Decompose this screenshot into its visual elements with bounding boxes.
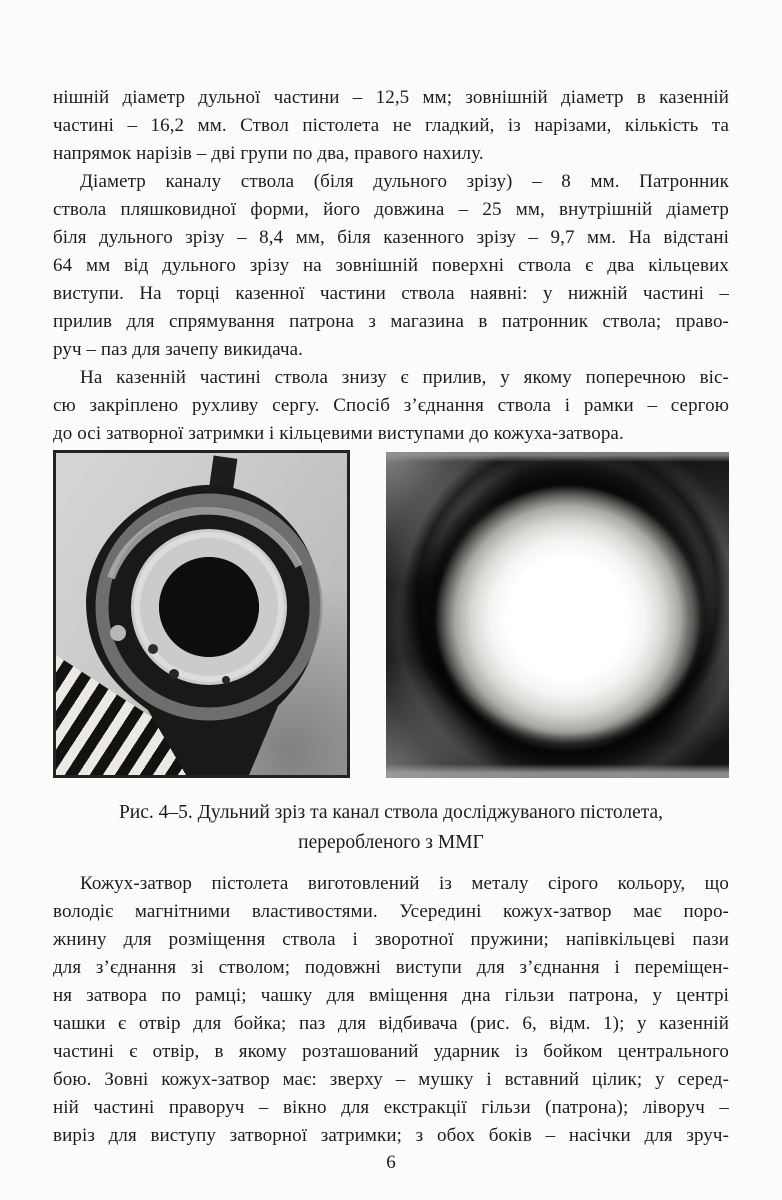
figure-caption — [53, 798, 729, 858]
paragraph — [53, 168, 729, 364]
text-line: жнину для розміщення ствола і зворотної пружини; напівкільцеві пази — [53, 929, 729, 950]
text-line: 64 мм від дульного зрізу на зовнішній поверхні ствола є два кільцевих — [53, 255, 729, 276]
text-line: до осі затворної затримки і кільцевими виступами до кожуха-затвора. — [53, 423, 624, 444]
figure-caption-line-2: переробленого з ММГ — [298, 832, 484, 853]
text-line: для з’єднання зі стволом; подовжні виступи для з’єднання і переміщен- — [53, 957, 729, 978]
text-line: ня затвора по рамці; чашку для вміщення дна гільзи патрона, у центрі — [53, 985, 729, 1006]
text-line: чашки є отвір для бойка; паз для відбивача (рис. 6, відм. 1); у казенній — [53, 1013, 729, 1034]
edge-notch — [110, 625, 126, 641]
text-line: Кожух-затвор пістолета виготовлений із металу сірого кольору, що — [80, 873, 729, 894]
wear-speck — [169, 669, 179, 679]
paragraph — [53, 364, 729, 448]
text-line: нішній діаметр дульної частини – 12,5 мм; зовнішній діаметр в казенній — [53, 87, 729, 108]
text-line: частині – 16,2 мм. Ствол пістолета не гладкий, із нарізами, кількість та — [53, 115, 729, 136]
text-line: прилив для спрямування патрона з магазина в патронник ствола; право- — [53, 311, 729, 332]
muzzle-face-photo — [53, 450, 350, 778]
text-line: бою. Зовні кожух-затвор має: зверху – мушку і вставний цілик; у серед- — [53, 1069, 729, 1090]
text-line: біля дульного зрізу – 8,4 мм, біля казенного зрізу – 9,7 мм. На відстані — [53, 227, 729, 248]
body-text-below-figure — [53, 870, 729, 1150]
wear-speck — [222, 676, 230, 684]
text-line: частині є отвір, в якому розташований ударник із бойком центрального — [53, 1041, 729, 1062]
text-line: виріз для виступу затворної затримки; з обох боків – насічки для зруч- — [53, 1125, 729, 1146]
wear-speck — [148, 644, 158, 654]
body-text-above-figure — [53, 84, 729, 448]
text-line: Діаметр каналу ствола (біля дульного зрізу) – 8 мм. Патронник — [80, 171, 729, 192]
paragraph — [53, 870, 729, 1150]
text-line: руч – паз для зачепу викидача. — [53, 339, 303, 360]
text-line: володіє магнітними властивостями. Усередині кожух-затвор має поро- — [53, 901, 729, 922]
page-number: 6 — [386, 1152, 396, 1173]
page-content — [53, 84, 729, 1175]
muzzle-illustration — [56, 453, 347, 775]
text-line: напрямок нарізів – дві групи по два, правого нахилу. — [53, 143, 484, 164]
figure-4-5 — [53, 450, 729, 778]
bore-hole — [159, 557, 259, 657]
text-line: виступи. На торці казенної частини ствола наявні: у нижній частині – — [53, 283, 729, 304]
figure-caption-line-1: Рис. 4–5. Дульний зріз та канал ствола досліджуваного пістолета, — [118, 802, 664, 823]
text-line: ствола пляшковидної форми, його довжина – 25 мм, внутрішній діаметр — [53, 199, 729, 220]
paragraph — [53, 84, 729, 168]
text-line: На казенній частині ствола знизу є прилив, у якому поперечною віс- — [80, 367, 729, 388]
text-line: ній частині праворуч – вікно для екстракції гільзи (патрона); ліворуч – — [53, 1097, 729, 1118]
bore-channel-photo — [386, 452, 729, 778]
text-line: сю закріплено рухливу сергу. Спосіб з’єднання ствола і рамки – сергою — [53, 395, 729, 416]
